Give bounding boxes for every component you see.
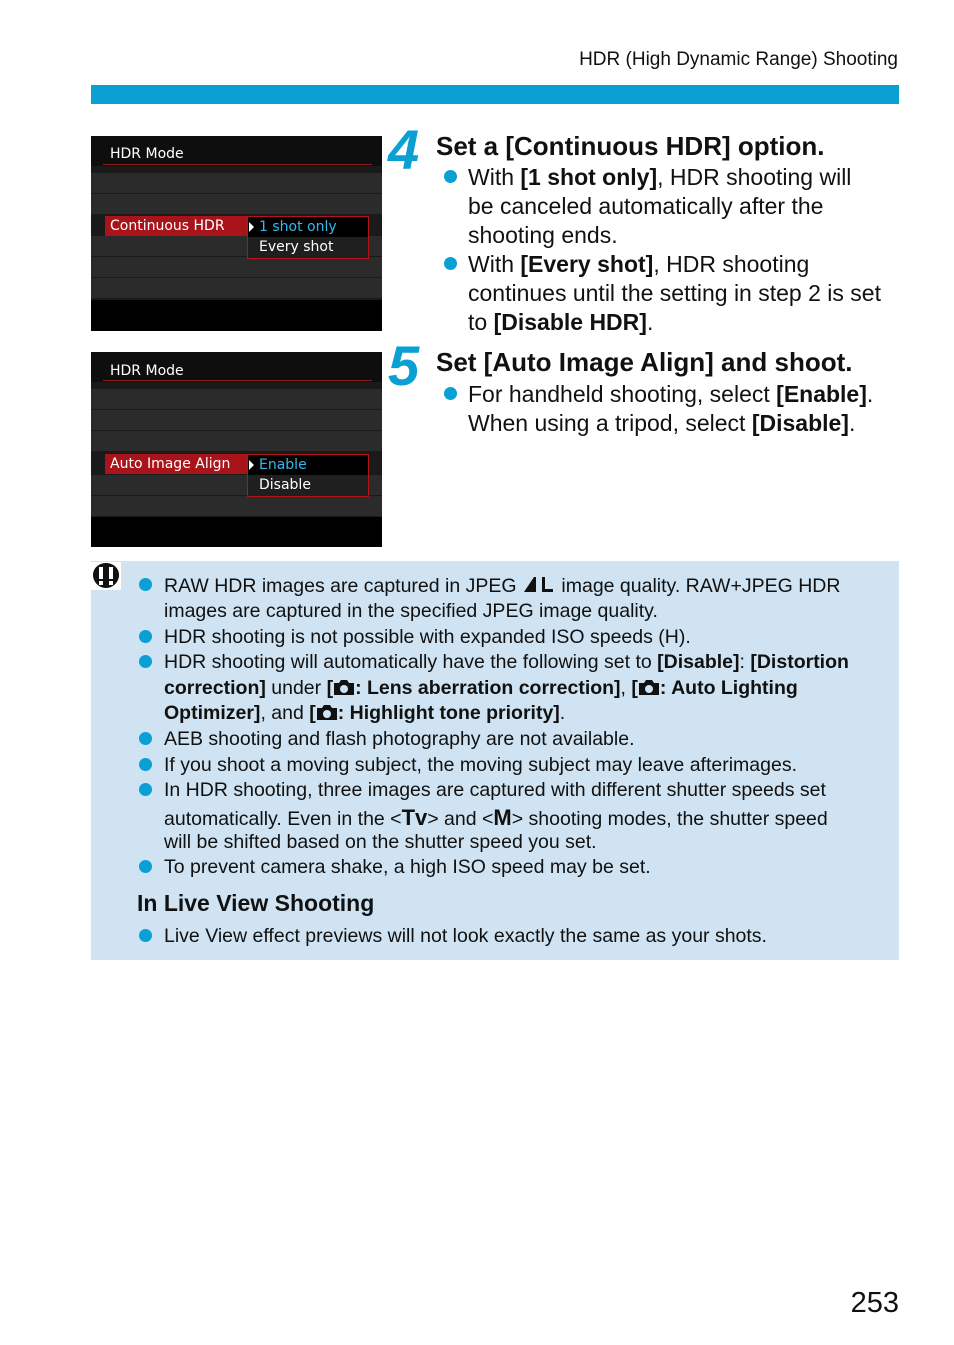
step-4-title: Set a [Continuous HDR] option. [436, 131, 825, 161]
selected-arrow-icon [249, 460, 254, 470]
header-bar [91, 85, 899, 104]
screen-title: HDR Mode [110, 146, 184, 162]
setting-label: Auto Image Align [110, 456, 231, 472]
camera-icon [333, 678, 355, 696]
step-4-text: With [1 shot only], HDR shooting will [468, 164, 852, 190]
caution-text: AEB shooting and flash photography are not available. [164, 728, 635, 750]
camera-icon [638, 678, 660, 696]
caution-icon [91, 562, 121, 590]
caution-text: automatically. Even in the <Tv> and <M> shooting modes, the shutter speed [164, 805, 828, 830]
step-number-4: 4 [388, 118, 420, 181]
bullet-icon [444, 170, 457, 183]
jpeg-large-fine-icon [522, 574, 556, 594]
option-enable[interactable]: Enable [259, 457, 307, 473]
bullet-icon [139, 655, 152, 668]
selected-arrow-icon [249, 222, 254, 232]
bullet-icon [444, 257, 457, 270]
bullet-icon [139, 758, 152, 771]
step-5-title: Set [Auto Image Align] and shoot. [436, 347, 853, 377]
caution-text: RAW HDR images are captured in JPEG image quality. RAW+JPEG HDR [164, 575, 841, 597]
caution-text: In HDR shooting, three images are captured with different shutter speeds set [164, 779, 826, 801]
live-view-heading: In Live View Shooting [137, 890, 375, 916]
option-every-shot[interactable]: Every shot [259, 239, 334, 255]
step-4-text: continues until the setting in step 2 is set [468, 280, 881, 306]
caution-text: will be shifted based on the shutter speed you set. [164, 831, 597, 853]
camera-screen-auto-image-align [91, 352, 382, 547]
caution-text: If you shoot a moving subject, the moving subject may leave afterimages. [164, 754, 797, 776]
m-mode-icon: M [493, 805, 512, 830]
caution-text: Live View effect previews will not look exactly the same as your shots. [164, 925, 767, 947]
step-number-5: 5 [388, 334, 420, 397]
tv-mode-icon: Tv [401, 805, 428, 830]
caution-text: HDR shooting is not possible with expanded ISO speeds (H). [164, 626, 691, 648]
step-4-text: to [Disable HDR]. [468, 309, 654, 335]
running-title: HDR (High Dynamic Range) Shooting [579, 49, 898, 70]
page-number: 253 [850, 1287, 899, 1319]
step-5-text: For handheld shooting, select [Enable]. [468, 381, 874, 407]
option-list [247, 454, 369, 497]
option-disable[interactable]: Disable [259, 477, 311, 493]
bullet-icon [139, 578, 152, 591]
camera-icon [316, 703, 338, 721]
bullet-icon [139, 929, 152, 942]
step-4-text: With [Every shot], HDR shooting [468, 251, 810, 277]
caution-text: Optimizer], and [ : Highlight tone priority]. [164, 702, 566, 724]
option-list [247, 216, 369, 259]
camera-screen-continuous-hdr [91, 136, 382, 331]
bullet-icon [139, 630, 152, 643]
bullet-icon [139, 732, 152, 745]
bullet-icon [139, 783, 152, 796]
screen-title: HDR Mode [110, 363, 184, 379]
option-1-shot-only[interactable]: 1 shot only [259, 219, 337, 235]
caution-text: To prevent camera shake, a high ISO speed may be set. [164, 856, 651, 878]
caution-text: HDR shooting will automatically have the following set to [Disable]: [Distortion [164, 651, 849, 673]
setting-label: Continuous HDR [110, 218, 225, 234]
bullet-icon [444, 387, 457, 400]
step-4-text: shooting ends. [468, 222, 618, 248]
caution-text: correction] under [ : Lens aberration correction], [ : Auto Lighting [164, 677, 798, 699]
bullet-icon [139, 860, 152, 873]
step-4-text: be canceled automatically after the [468, 193, 824, 219]
step-5-text: When using a tripod, select [Disable]. [468, 410, 856, 436]
caution-text: images are captured in the specified JPEG image quality. [164, 600, 658, 622]
